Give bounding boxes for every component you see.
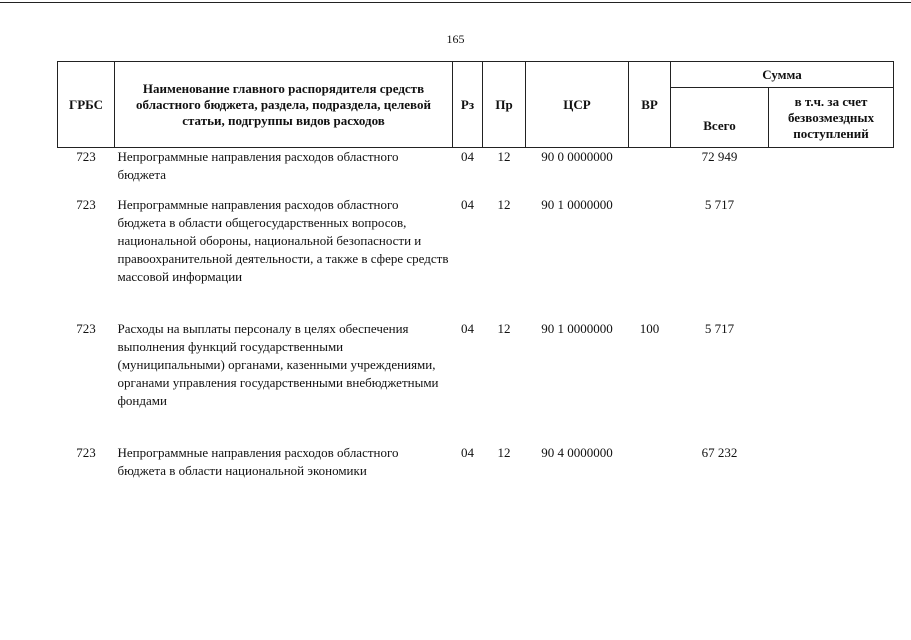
cell-total: 5 717: [704, 197, 735, 212]
cell-csr: 90 0 0000000: [541, 149, 613, 164]
cell-grants: [769, 148, 894, 197]
header-csr: ЦСР: [526, 62, 629, 148]
header-grbs: ГРБС: [58, 62, 115, 148]
header-name: Наименование главного распорядителя средств областного бюджета, раздела, подраздела, целевой статьи, подгруппы видов расходов: [115, 62, 453, 148]
header-grants: в т.ч. за счет безвозмездных поступлений: [769, 88, 894, 148]
cell-vr: [629, 196, 671, 320]
header-sum: Сумма: [671, 62, 894, 88]
cell-grants: [769, 196, 894, 320]
cell-grbs: 723: [76, 321, 96, 336]
cell-rz: 04: [461, 197, 474, 212]
cell-grbs: 723: [76, 445, 96, 460]
table-row: [58, 320, 894, 444]
cell-rz: 04: [461, 321, 474, 336]
cell-vr: 100: [639, 321, 660, 336]
cell-csr: 90 4 0000000: [541, 445, 613, 460]
header-total: Всего: [671, 88, 769, 148]
header-pr: Пр: [483, 62, 526, 148]
cell-name: Расходы на выплаты персоналу в целях обеспечения выполнения функций государственными (муниципальными) органами, казенными учреждениями, органами управления государственными внебюджетными фондами: [117, 321, 439, 408]
budget-table: [57, 61, 894, 480]
cell-grants: [769, 320, 894, 444]
cell-name: Непрограммные направления расходов областного бюджета в области общегосударственных вопросов, национальной обороны, национальной безопасности и правоохранительной деятельности, а также в сфере средств массовой информации: [117, 197, 449, 284]
page-number: 165: [446, 32, 465, 46]
cell-vr: [629, 444, 671, 480]
cell-name: Непрограммные направления расходов областного бюджета в области национальной экономики: [117, 445, 399, 478]
table-row: [58, 196, 894, 320]
cell-rz: 04: [461, 445, 474, 460]
cell-total: 72 949: [701, 149, 738, 164]
cell-csr: 90 1 0000000: [541, 321, 613, 336]
header-rz: Рз: [453, 62, 483, 148]
top-border-line: [0, 2, 911, 3]
cell-total: 5 717: [704, 321, 735, 336]
cell-rz: 04: [461, 149, 474, 164]
cell-grbs: 723: [76, 197, 96, 212]
table-row: [58, 444, 894, 480]
table-row: [58, 148, 894, 197]
cell-total: 67 232: [701, 445, 738, 460]
cell-grants: [769, 444, 894, 480]
cell-csr: 90 1 0000000: [541, 197, 613, 212]
cell-pr: 12: [497, 445, 511, 460]
cell-vr: [629, 148, 671, 197]
cell-pr: 12: [497, 149, 511, 164]
header-vr: ВР: [629, 62, 671, 148]
cell-pr: 12: [497, 197, 511, 212]
cell-name: Непрограммные направления расходов областного бюджета: [117, 149, 399, 182]
cell-pr: 12: [497, 321, 511, 336]
cell-grbs: 723: [76, 149, 96, 164]
